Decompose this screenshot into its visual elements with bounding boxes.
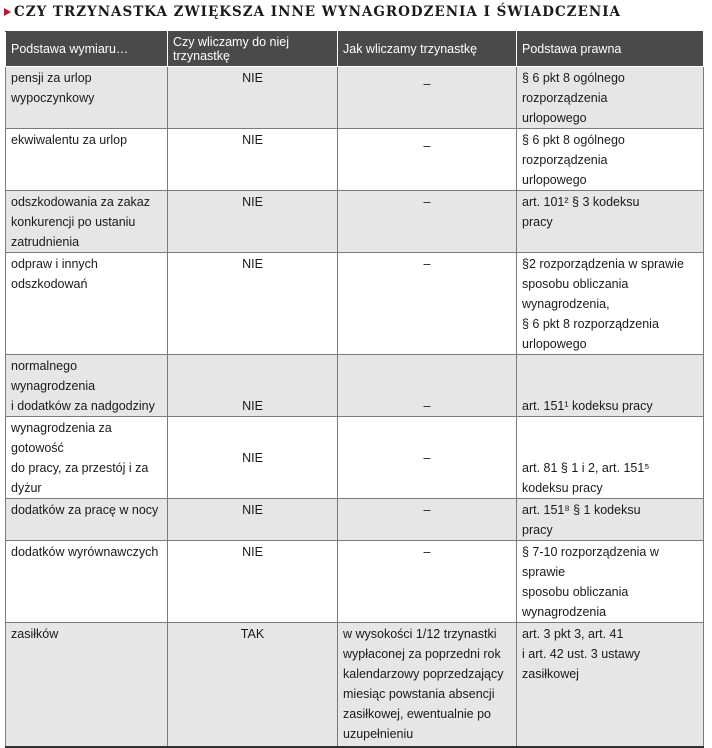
cell-line: sposobu obliczania wynagrodzenia, xyxy=(522,277,629,311)
cell-line: normalnego wynagrodzenia xyxy=(11,359,96,393)
basis-cell xyxy=(6,67,168,129)
cell-line: zatrudnienia xyxy=(11,235,80,249)
header-row xyxy=(6,32,704,67)
basis-cell xyxy=(6,355,168,417)
included-cell: NIE xyxy=(168,499,338,541)
basis-cell xyxy=(6,417,168,499)
law-cell xyxy=(517,355,704,417)
basis-cell xyxy=(6,499,168,541)
column-header-law: Podstawa prawna xyxy=(517,32,704,67)
included-cell: NIE xyxy=(168,191,338,253)
law-cell xyxy=(517,67,704,129)
table-row xyxy=(6,623,704,747)
law-cell xyxy=(517,623,704,747)
column-header-included: Czy wliczamy do niej trzynastkę xyxy=(168,32,338,67)
included-cell: TAK xyxy=(168,623,338,747)
how-cell xyxy=(338,623,517,747)
cell-line: zasiłkowej, ewentualnie po xyxy=(343,707,492,721)
included-cell: NIE xyxy=(168,129,338,191)
cell-line: §2 rozporządzenia w sprawie xyxy=(522,257,684,271)
law-cell xyxy=(517,417,704,499)
cell-line: wynagrodzenia za gotowość xyxy=(11,421,112,455)
how-cell: – xyxy=(338,499,517,541)
table-row xyxy=(6,67,704,129)
law-cell xyxy=(517,129,704,191)
cell-line: sposobu obliczania wynagrodzenia xyxy=(522,585,629,619)
arrow-marker-icon xyxy=(4,8,11,16)
law-cell xyxy=(517,499,704,541)
table-row xyxy=(6,541,704,623)
column-header-basis: Podstawa wymiaru… xyxy=(6,32,168,67)
how-cell: – xyxy=(338,253,517,355)
table-row xyxy=(6,417,704,499)
table-row xyxy=(6,499,704,541)
how-cell xyxy=(338,67,517,129)
heading-title: CZY TRZYNASTKA ZWIĘKSZA INNE WYNAGRODZENIA I ŚWIADCZENIA xyxy=(14,4,622,20)
cell-line: w wysokości 1/12 trzynastki xyxy=(343,627,497,641)
table-row xyxy=(6,129,704,191)
basis-cell xyxy=(6,623,168,747)
included-cell: NIE xyxy=(168,67,338,129)
law-cell xyxy=(517,541,704,623)
cell-line: dodatków za pracę w nocy xyxy=(11,503,159,517)
included-cell: NIE xyxy=(168,253,338,355)
basis-cell xyxy=(6,129,168,191)
cell-line: kalendarzowy poprzedzający xyxy=(343,667,504,681)
table-heading xyxy=(4,3,621,21)
basis-cell xyxy=(6,191,168,253)
bonus-table xyxy=(5,31,704,748)
cell-line: § 7-10 rozporządzenia w sprawie xyxy=(522,545,659,579)
basis-cell xyxy=(6,253,168,355)
cell-line: i art. 42 ust. 3 ustawy zasiłkowej xyxy=(522,647,641,681)
dash: – xyxy=(423,139,431,153)
cell-line: miesiąc powstania absencji xyxy=(343,687,495,701)
column-header-how: Jak wliczamy trzynastkę xyxy=(338,32,517,67)
included-cell: NIE xyxy=(168,355,338,417)
cell-line: pensji za urlop wypoczynkowy xyxy=(11,71,95,105)
table-row xyxy=(6,355,704,417)
cell-line: odszkodowania za zakaz xyxy=(11,195,150,209)
cell-line: uzupełnieniu xyxy=(343,727,414,741)
cell-line: konkurencji po ustaniu xyxy=(11,215,136,229)
cell-line: wypłaconej za poprzedni rok xyxy=(343,647,501,661)
cell-line: art. 101² § 3 kodeksu xyxy=(522,195,640,209)
cell-line: § 6 pkt 8 rozporządzenia xyxy=(522,317,659,331)
cell-line: urlopowego xyxy=(522,173,587,187)
how-cell: – xyxy=(338,355,517,417)
cell-line: urlopowego xyxy=(522,337,587,351)
cell-line: § 6 pkt 8 ogólnego rozporządzenia xyxy=(522,133,625,167)
included-cell: NIE xyxy=(168,541,338,623)
cell-line: i dodatków za nadgodziny xyxy=(11,399,155,413)
cell-line: do pracy, za przestój i za dyżur xyxy=(11,461,149,495)
law-cell xyxy=(517,191,704,253)
included-cell: NIE xyxy=(168,417,338,499)
dash: – xyxy=(423,77,431,91)
cell-line: § 6 pkt 8 ogólnego rozporządzenia xyxy=(522,71,625,105)
cell-line: dodatków wyrównawczych xyxy=(11,545,159,559)
cell-line: pracy xyxy=(522,523,553,537)
cell-line: art. 3 pkt 3, art. 41 xyxy=(522,627,624,641)
cell-line: art. 81 § 1 i 2, art. 151⁵ xyxy=(522,461,650,475)
basis-cell xyxy=(6,541,168,623)
table-row xyxy=(6,253,704,355)
cell-line: odpraw i innych odszkodowań xyxy=(11,257,98,291)
how-cell: – xyxy=(338,541,517,623)
cell-line: art. 151¹ kodeksu pracy xyxy=(522,399,653,413)
table-row xyxy=(6,191,704,253)
how-cell xyxy=(338,129,517,191)
law-cell xyxy=(517,253,704,355)
how-cell: – xyxy=(338,417,517,499)
cell-line: ekwiwalentu za urlop xyxy=(11,133,128,147)
cell-line: kodeksu pracy xyxy=(522,481,603,495)
how-cell: – xyxy=(338,191,517,253)
cell-line: pracy xyxy=(522,215,553,229)
cell-line: zasiłków xyxy=(11,627,59,641)
cell-line: art. 151⁸ § 1 kodeksu xyxy=(522,503,641,517)
cell-line: urlopowego xyxy=(522,111,587,125)
